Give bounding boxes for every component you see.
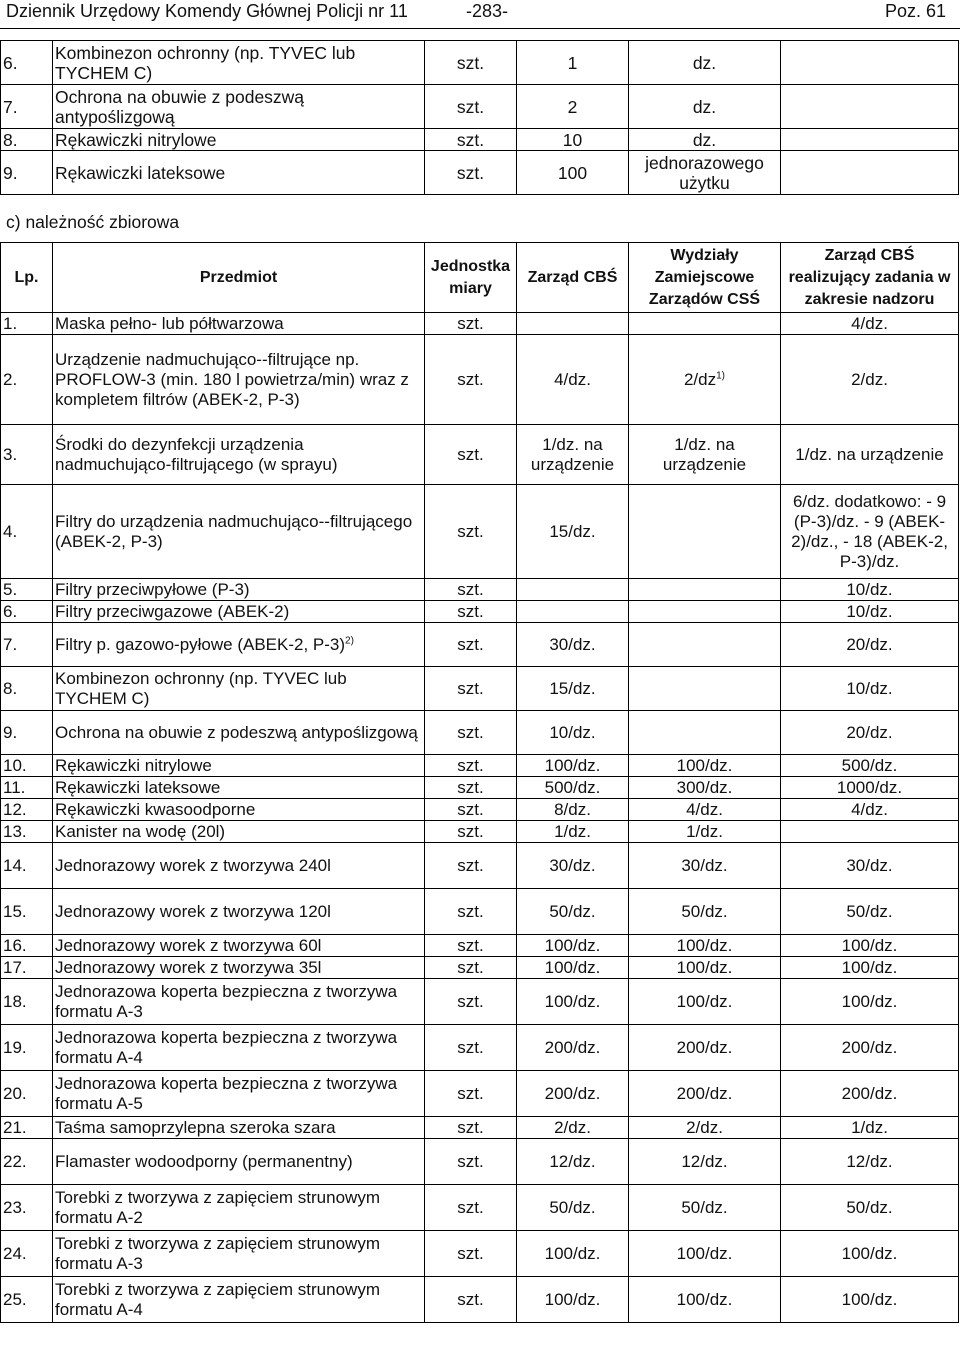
row-qty: 100 — [517, 151, 629, 195]
collective-allowance-table — [0, 242, 959, 1323]
row-cbs: 100/dz. — [517, 755, 629, 777]
table-row — [1, 843, 959, 889]
row-item — [53, 843, 425, 889]
row-qty: 1 — [517, 41, 629, 85]
row-item — [53, 313, 425, 335]
row-item — [53, 485, 425, 579]
row-lp: 8. — [1, 129, 53, 151]
row-wz — [629, 579, 781, 601]
row-cbs: 15/dz. — [517, 667, 629, 711]
row-nadzor: 20/dz. — [781, 711, 959, 755]
row-item-text: Filtry przeciwpyłowe (P-3) — [55, 579, 250, 599]
row-nadzor: 12/dz. — [781, 1139, 959, 1185]
row-empty — [781, 85, 959, 129]
row-cbs: 30/dz. — [517, 843, 629, 889]
row-cbs — [517, 313, 629, 335]
row-unit: szt. — [425, 151, 517, 195]
table-row — [1, 1117, 959, 1139]
row-cbs: 100/dz. — [517, 979, 629, 1025]
table-row — [1, 889, 959, 935]
position-label: Poz. 61 — [884, 1, 946, 21]
row-unit: szt. — [425, 601, 517, 623]
row-nadzor: 200/dz. — [781, 1071, 959, 1117]
row-unit: szt. — [425, 1139, 517, 1185]
row-nadzor: 20/dz. — [781, 623, 959, 667]
row-item-text: Filtry do urządzenia nadmuchująco--filtrującego (ABEK-2, P-3) — [55, 511, 413, 551]
row-unit: szt. — [425, 667, 517, 711]
row-item-text: Urządzenie nadmuchująco--filtrujące np. PROFLOW-3 (min. 180 l powietrza/min) wraz z kompletem filtrów (ABEK-2, P-3) — [55, 349, 409, 409]
row-item-text: Środki do dezynfekcji urządzenia nadmuchująco-filtrującego (w sprayu) — [55, 434, 338, 474]
row-wz — [629, 711, 781, 755]
row-wz — [629, 601, 781, 623]
row-wz — [629, 889, 781, 935]
row-item: Rękawiczki nitrylowe — [53, 129, 425, 151]
row-item — [53, 579, 425, 601]
table-row — [1, 711, 959, 755]
row-wz-text: 300/dz. — [676, 777, 733, 797]
row-unit: szt. — [425, 935, 517, 957]
row-cbs: 10/dz. — [517, 711, 629, 755]
row-item — [53, 1277, 425, 1323]
row-lp: 9. — [1, 711, 53, 755]
row-wz-text: 100/dz. — [676, 991, 733, 1011]
row-period: jednorazowego użytku — [629, 151, 781, 195]
row-lp: 15. — [1, 889, 53, 935]
row-unit: szt. — [425, 755, 517, 777]
table-row — [1, 151, 959, 195]
row-unit: szt. — [425, 1025, 517, 1071]
row-item-text: Rękawiczki lateksowe — [55, 777, 221, 797]
row-unit: szt. — [425, 979, 517, 1025]
row-item — [53, 1139, 425, 1185]
row-wz — [629, 425, 781, 485]
row-item — [53, 777, 425, 799]
table-row — [1, 1231, 959, 1277]
col-header-nadzor: Zarząd CBŚ realizujący zadania w zakresie nadzoru — [781, 243, 959, 313]
row-nadzor: 4/dz. — [781, 799, 959, 821]
row-wz-text: 50/dz. — [681, 901, 728, 921]
row-lp: 2. — [1, 335, 53, 425]
row-cbs: 12/dz. — [517, 1139, 629, 1185]
row-item-text: Ochrona na obuwie z podeszwą antypoślizgową — [55, 722, 418, 742]
table-row — [1, 821, 959, 843]
row-wz-text: 100/dz. — [676, 1289, 733, 1309]
row-nadzor: 100/dz. — [781, 957, 959, 979]
row-item — [53, 1117, 425, 1139]
row-item-text: Kombinezon ochronny (np. TYVEC lub TYCHEM C) — [55, 668, 347, 708]
col-header-unit: Jednostka miary — [425, 243, 517, 313]
row-unit: szt. — [425, 485, 517, 579]
row-item — [53, 667, 425, 711]
row-item — [53, 957, 425, 979]
row-item — [53, 335, 425, 425]
section-label: c) należność zbiorowa — [6, 212, 180, 232]
row-item-text: Jednorazowy worek z tworzywa 240l — [55, 855, 331, 875]
row-lp: 16. — [1, 935, 53, 957]
row-lp: 3. — [1, 425, 53, 485]
row-nadzor — [781, 821, 959, 843]
table-header-row — [1, 243, 959, 313]
row-item — [53, 755, 425, 777]
table-row — [1, 1277, 959, 1323]
table-row — [1, 485, 959, 579]
row-wz — [629, 821, 781, 843]
row-nadzor: 100/dz. — [781, 1231, 959, 1277]
row-lp: 9. — [1, 151, 53, 195]
row-nadzor: 4/dz. — [781, 313, 959, 335]
row-item-text: Rękawiczki kwasoodporne — [55, 799, 256, 819]
row-cbs: 30/dz. — [517, 623, 629, 667]
row-nadzor: 1/dz. na urządzenie — [781, 425, 959, 485]
row-period: dz. — [629, 41, 781, 85]
row-item — [53, 799, 425, 821]
row-wz — [629, 1277, 781, 1323]
row-lp: 25. — [1, 1277, 53, 1323]
row-item-text: Kanister na wodę (20l) — [55, 821, 226, 841]
journal-title: Dziennik Urzędowy Komendy Głównej Policji nr 11 — [6, 1, 408, 21]
row-lp: 6. — [1, 601, 53, 623]
row-wz-text: 50/dz. — [681, 1197, 728, 1217]
row-lp: 1. — [1, 313, 53, 335]
row-lp: 10. — [1, 755, 53, 777]
row-unit: szt. — [425, 1117, 517, 1139]
row-item — [53, 821, 425, 843]
row-nadzor: 6/dz. dodatkowo: - 9 (P-3)/dz. - 9 (ABEK-2)/dz., - 18 (ABEK-2, P-3)/dz. — [781, 485, 959, 579]
table-row — [1, 799, 959, 821]
row-nadzor: 100/dz. — [781, 1277, 959, 1323]
row-item-text: Filtry p. gazowo-pyłowe (ABEK-2, P-3) — [55, 634, 346, 654]
row-unit: szt. — [425, 313, 517, 335]
row-wz — [629, 843, 781, 889]
row-item-text: Jednorazowa koperta bezpieczna z tworzywa formatu A-5 — [55, 1073, 398, 1113]
row-item-text: Taśma samoprzylepna szeroka szara — [55, 1117, 336, 1137]
row-unit: szt. — [425, 1231, 517, 1277]
table-row — [1, 979, 959, 1025]
row-item — [53, 601, 425, 623]
row-wz — [629, 485, 781, 579]
table-row — [1, 41, 959, 85]
row-lp: 18. — [1, 979, 53, 1025]
row-wz-text: 200/dz. — [676, 1083, 733, 1103]
col-header-wz: Wydziały Zamiejscowe Zarządów CSŚ — [629, 243, 781, 313]
individual-allowance-table — [0, 40, 959, 195]
row-item — [53, 935, 425, 957]
row-wz-text: 100/dz. — [676, 755, 733, 775]
table-row — [1, 1139, 959, 1185]
row-item — [53, 711, 425, 755]
row-item-text: Torebki z tworzywa z zapięciem strunowym formatu A-4 — [55, 1279, 380, 1319]
header-rule — [0, 28, 960, 29]
row-lp: 21. — [1, 1117, 53, 1139]
row-item-text: Maska pełno- lub półtwarzowa — [55, 313, 284, 333]
row-lp: 11. — [1, 777, 53, 799]
table-row — [1, 1185, 959, 1231]
row-cbs — [517, 601, 629, 623]
row-wz — [629, 755, 781, 777]
row-unit: szt. — [425, 843, 517, 889]
row-nadzor: 100/dz. — [781, 979, 959, 1025]
row-item-text: Jednorazowy worek z tworzywa 35l — [55, 957, 322, 977]
row-lp: 12. — [1, 799, 53, 821]
row-wz — [629, 1117, 781, 1139]
table-row — [1, 623, 959, 667]
row-period: dz. — [629, 85, 781, 129]
row-empty — [781, 41, 959, 85]
row-unit: szt. — [425, 579, 517, 601]
table-row — [1, 957, 959, 979]
row-unit: szt. — [425, 425, 517, 485]
table-row — [1, 129, 959, 151]
row-item — [53, 1231, 425, 1277]
row-qty: 2 — [517, 85, 629, 129]
row-item-text: Torebki z tworzywa z zapięciem strunowym formatu A-2 — [55, 1187, 380, 1227]
col-header-lp: Lp. — [1, 243, 53, 313]
row-cbs: 100/dz. — [517, 957, 629, 979]
row-nadzor: 10/dz. — [781, 667, 959, 711]
row-cbs: 50/dz. — [517, 889, 629, 935]
row-unit: szt. — [425, 957, 517, 979]
row-wz-text: 1/dz. na urządzenie — [662, 434, 747, 474]
table-row — [1, 755, 959, 777]
row-lp: 7. — [1, 85, 53, 129]
row-lp: 23. — [1, 1185, 53, 1231]
row-cbs: 100/dz. — [517, 1277, 629, 1323]
row-item-text: Jednorazowa koperta bezpieczna z tworzywa formatu A-4 — [55, 1027, 398, 1067]
row-unit: szt. — [425, 711, 517, 755]
row-unit: szt. — [425, 623, 517, 667]
row-item-text: Flamaster wodoodporny (permanentny) — [55, 1151, 353, 1171]
row-cbs: 100/dz. — [517, 935, 629, 957]
row-wz-text: 2/dz — [683, 369, 717, 389]
row-item — [53, 889, 425, 935]
row-nadzor: 10/dz. — [781, 601, 959, 623]
footnote-marker: 1) — [716, 369, 726, 381]
page-number: -283- — [466, 1, 509, 21]
row-unit: szt. — [425, 889, 517, 935]
row-nadzor: 10/dz. — [781, 579, 959, 601]
row-lp: 7. — [1, 623, 53, 667]
row-item-text: Rękawiczki nitrylowe — [55, 755, 212, 775]
table-row — [1, 425, 959, 485]
row-wz-text: 12/dz. — [681, 1151, 728, 1171]
row-cbs: 2/dz. — [517, 1117, 629, 1139]
table-row — [1, 601, 959, 623]
row-unit: szt. — [425, 129, 517, 151]
col-header-item: Przedmiot — [53, 243, 425, 313]
row-lp: 6. — [1, 41, 53, 85]
row-cbs: 4/dz. — [517, 335, 629, 425]
row-item — [53, 1025, 425, 1071]
row-item: Kombinezon ochronny (np. TYVEC lub TYCHEM C) — [53, 41, 425, 85]
row-item-text: Jednorazowy worek z tworzywa 120l — [55, 901, 331, 921]
row-cbs: 1/dz. na urządzenie — [517, 425, 629, 485]
row-nadzor: 500/dz. — [781, 755, 959, 777]
row-wz-text: 200/dz. — [676, 1037, 733, 1057]
row-lp: 20. — [1, 1071, 53, 1117]
row-item — [53, 425, 425, 485]
row-cbs: 50/dz. — [517, 1185, 629, 1231]
row-wz-text: 30/dz. — [681, 855, 728, 875]
row-cbs: 500/dz. — [517, 777, 629, 799]
row-wz — [629, 799, 781, 821]
row-item: Rękawiczki lateksowe — [53, 151, 425, 195]
row-item: Ochrona na obuwie z podeszwą antypoślizgową — [53, 85, 425, 129]
row-nadzor: 200/dz. — [781, 1025, 959, 1071]
row-lp: 8. — [1, 667, 53, 711]
row-cbs: 8/dz. — [517, 799, 629, 821]
row-unit: szt. — [425, 335, 517, 425]
row-nadzor: 30/dz. — [781, 843, 959, 889]
row-empty — [781, 129, 959, 151]
row-item — [53, 623, 425, 667]
row-cbs — [517, 579, 629, 601]
row-wz-text: 100/dz. — [676, 935, 733, 955]
row-wz — [629, 1025, 781, 1071]
row-item — [53, 1185, 425, 1231]
row-wz — [629, 777, 781, 799]
row-wz — [629, 1139, 781, 1185]
row-wz — [629, 667, 781, 711]
row-cbs: 200/dz. — [517, 1025, 629, 1071]
row-item — [53, 1071, 425, 1117]
row-wz-text: 1/dz. — [686, 821, 723, 841]
row-lp: 22. — [1, 1139, 53, 1185]
row-nadzor: 50/dz. — [781, 889, 959, 935]
row-unit: szt. — [425, 799, 517, 821]
row-wz — [629, 335, 781, 425]
row-empty — [781, 151, 959, 195]
row-nadzor: 1/dz. — [781, 1117, 959, 1139]
row-unit: szt. — [425, 821, 517, 843]
row-unit: szt. — [425, 85, 517, 129]
row-wz — [629, 1185, 781, 1231]
row-wz-text: 100/dz. — [676, 1243, 733, 1263]
row-wz — [629, 1231, 781, 1277]
row-wz — [629, 1071, 781, 1117]
row-wz — [629, 935, 781, 957]
table-row — [1, 313, 959, 335]
row-nadzor: 50/dz. — [781, 1185, 959, 1231]
row-nadzor: 100/dz. — [781, 935, 959, 957]
row-lp: 17. — [1, 957, 53, 979]
row-item-text: Jednorazowa koperta bezpieczna z tworzywa formatu A-3 — [55, 981, 398, 1021]
col-header-cbs: Zarząd CBŚ — [517, 243, 629, 313]
table-row — [1, 579, 959, 601]
row-item — [53, 979, 425, 1025]
row-cbs: 1/dz. — [517, 821, 629, 843]
table-row — [1, 1025, 959, 1071]
row-unit: szt. — [425, 1277, 517, 1323]
row-wz — [629, 313, 781, 335]
row-qty: 10 — [517, 129, 629, 151]
table-row — [1, 85, 959, 129]
row-unit: szt. — [425, 41, 517, 85]
row-lp: 4. — [1, 485, 53, 579]
row-unit: szt. — [425, 1185, 517, 1231]
page-header — [0, 0, 960, 26]
row-wz — [629, 957, 781, 979]
table-row — [1, 335, 959, 425]
row-wz-text: 100/dz. — [676, 957, 733, 977]
table-row — [1, 935, 959, 957]
row-lp: 13. — [1, 821, 53, 843]
row-cbs: 100/dz. — [517, 1231, 629, 1277]
footnote-marker: 2) — [345, 634, 354, 646]
row-nadzor: 2/dz. — [781, 335, 959, 425]
row-unit: szt. — [425, 1071, 517, 1117]
table-row — [1, 777, 959, 799]
row-cbs: 200/dz. — [517, 1071, 629, 1117]
row-item-text: Jednorazowy worek z tworzywa 60l — [55, 935, 322, 955]
table-row — [1, 1071, 959, 1117]
row-cbs: 15/dz. — [517, 485, 629, 579]
row-lp: 19. — [1, 1025, 53, 1071]
row-lp: 14. — [1, 843, 53, 889]
row-unit: szt. — [425, 777, 517, 799]
row-wz — [629, 979, 781, 1025]
row-item-text: Torebki z tworzywa z zapięciem strunowym formatu A-3 — [55, 1233, 380, 1273]
row-lp: 5. — [1, 579, 53, 601]
row-wz-text: 4/dz. — [686, 799, 723, 819]
row-period: dz. — [629, 129, 781, 151]
row-item-text: Filtry przeciwgazowe (ABEK-2) — [55, 601, 290, 621]
row-wz — [629, 623, 781, 667]
table-row — [1, 667, 959, 711]
row-lp: 24. — [1, 1231, 53, 1277]
row-nadzor: 1000/dz. — [781, 777, 959, 799]
row-wz-text: 2/dz. — [686, 1117, 723, 1137]
